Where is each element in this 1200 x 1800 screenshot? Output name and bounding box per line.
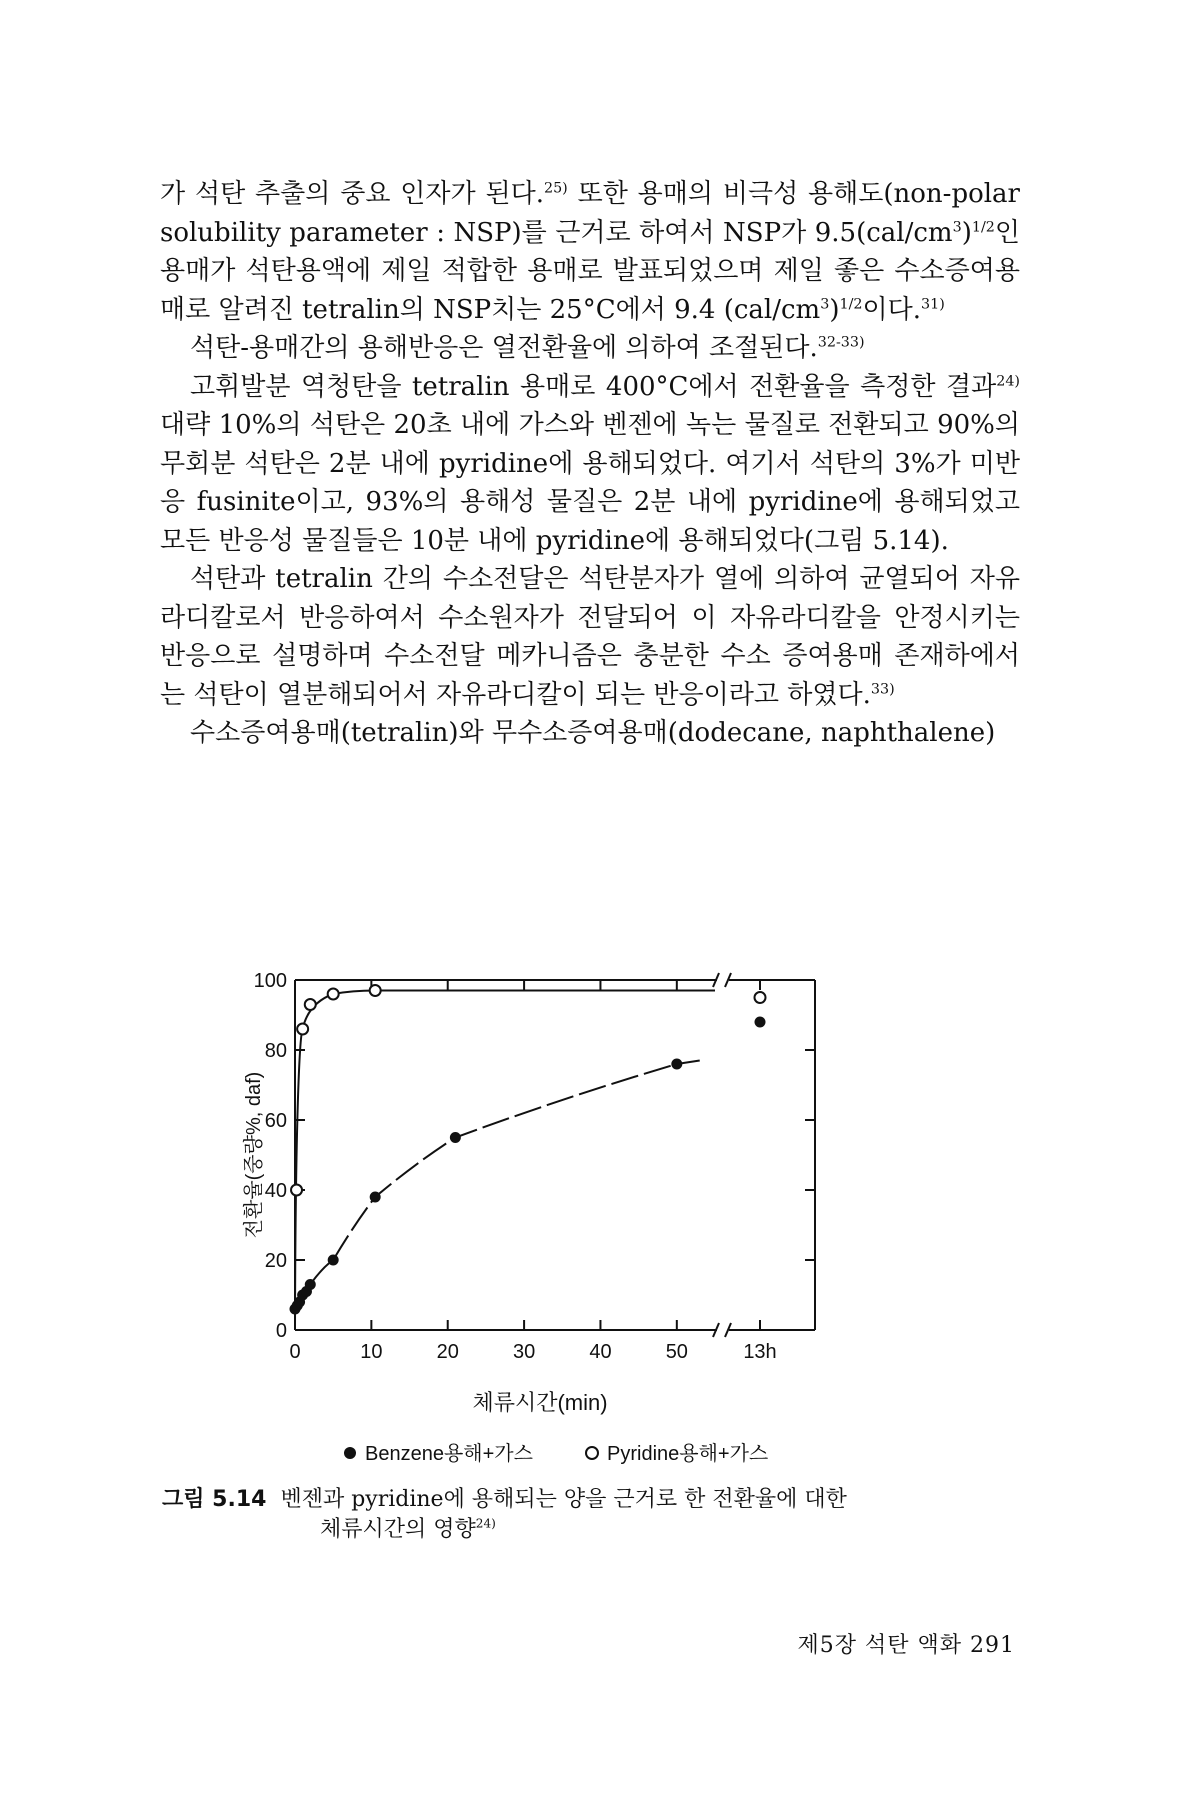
text-run: 또한 용매의 비극성 용해도(non-polar solubility parameter : NSP)를 근거로 하여서 NSP가 9.5(cal/cm bbox=[160, 179, 1020, 248]
pyridine-point bbox=[328, 989, 339, 1000]
exponent: 1/2 bbox=[839, 295, 863, 312]
y-axis-label: 전환율(중량%, daf) bbox=[243, 1071, 265, 1239]
paragraph-3 bbox=[160, 368, 1020, 561]
text-run: ) bbox=[829, 294, 840, 325]
chart-frame bbox=[295, 973, 815, 1337]
text-run: 가 석탄 추출의 중요 인자가 된다. bbox=[160, 179, 544, 209]
benzene-point bbox=[450, 1132, 461, 1143]
benzene-curve bbox=[295, 1061, 700, 1310]
text-run: 인 용매가 석탄용액에 제일 적합한 용매로 발표되었으며 제일 좋은 수소증여용매로 알려진 tetralin의 NSP치는 25°C에서 9.4 (cal/cm bbox=[160, 217, 1020, 325]
benzene-point bbox=[328, 1255, 339, 1266]
benzene-point bbox=[671, 1059, 682, 1070]
text-run: 석탄-용매간의 용해반응은 열전환율에 의하여 조절된다. bbox=[190, 333, 818, 363]
caption-label: 그림 5.14 bbox=[162, 1487, 267, 1512]
benzene-point bbox=[370, 1192, 381, 1203]
x-tick-label-10: 10 bbox=[360, 1341, 383, 1363]
page-footer: 제5장 석탄 액화 291 bbox=[797, 1633, 1015, 1658]
legend-pyridine-marker bbox=[586, 1447, 598, 1459]
chart-lines bbox=[295, 991, 715, 1331]
pyridine-point-13h bbox=[755, 992, 766, 1003]
text-run: ) bbox=[961, 217, 972, 248]
caption-line-1: 벤젠과 pyridine에 용해되는 양을 근거로 한 전환율에 대한 bbox=[280, 1487, 847, 1512]
x-tick-label-30: 30 bbox=[512, 1341, 536, 1363]
y-tick-label-100: 100 bbox=[253, 970, 287, 992]
paragraph-1 bbox=[160, 175, 1020, 329]
benzene-point-13h bbox=[755, 1017, 766, 1028]
chart-points bbox=[290, 985, 766, 1315]
text-run: 수소증여용매(tetralin)와 무수소증여용매(dodecane, naphthalene) bbox=[190, 718, 996, 748]
body-text bbox=[160, 175, 1020, 753]
reference-mark: 24) bbox=[996, 372, 1020, 389]
x-axis-label: 체류시간(min) bbox=[472, 1390, 608, 1415]
reference-mark: 33) bbox=[870, 680, 895, 697]
legend-benzene-label: Benzene용해+가스 bbox=[365, 1443, 533, 1465]
y-tick-label-40: 40 bbox=[264, 1180, 287, 1202]
reference-mark: 31) bbox=[921, 295, 945, 312]
x-tick-label-20: 20 bbox=[436, 1341, 459, 1363]
pyridine-point bbox=[297, 1024, 308, 1035]
x-tick-label-40: 40 bbox=[589, 1341, 612, 1363]
legend bbox=[344, 1442, 768, 1465]
chart-labels bbox=[254, 970, 777, 1363]
text-run: 이다. bbox=[862, 294, 921, 325]
conversion-chart bbox=[240, 960, 980, 1470]
benzene-point bbox=[305, 1279, 316, 1290]
caption-ref: 24) bbox=[475, 1516, 496, 1531]
exponent: 3 bbox=[952, 218, 962, 235]
x-tick-label-13h: 13h bbox=[743, 1341, 777, 1363]
x-tick-label-50: 50 bbox=[665, 1341, 688, 1363]
y-tick-label-60: 60 bbox=[264, 1110, 287, 1132]
y-tick-label-0: 0 bbox=[275, 1320, 287, 1342]
reference-mark: 32-33) bbox=[817, 334, 865, 351]
legend-benzene-marker bbox=[344, 1447, 356, 1459]
chart-ticks bbox=[295, 980, 815, 1330]
caption-line-2-wrap bbox=[162, 1515, 1022, 1545]
y-tick-label-20: 20 bbox=[264, 1250, 287, 1272]
text-run: 대략 10%의 석탄은 20초 내에 가스와 벤젠에 녹는 물질로 전환되고 90%의 무회분 석탄은 2분 내에 pyridine에 용해되었다. 여기서 석탄의 3%가 미반응 fusinite이고, 93%의 용해성 물질은 2분 내에 pyridine에 용해되었고 모든 반응성 물질들은 10분 내에 pyridine에 용해되었다(그림 5.14). bbox=[160, 410, 1020, 556]
caption-line-2: 체류시간의 영향 bbox=[320, 1517, 476, 1542]
reference-mark: 25) bbox=[543, 180, 568, 197]
exponent: 3 bbox=[820, 295, 830, 312]
text-run: 석탄과 tetralin 간의 수소전달은 석탄분자가 열에 의하여 균열되어 자유라디칼로서 반응하여서 수소원자가 전달되어 이 자유라디칼을 안정시키는 반응으로 설명하며 수소전달 메카니즘은 충분한 수소 증여용매 존재하에서는 석탄이 열분해되어서 자유라디칼이 되는 반응이라고 하였다. bbox=[160, 564, 1020, 710]
paragraph-5 bbox=[160, 714, 1020, 753]
text-run: 고휘발분 역청탄을 tetralin 용매로 400°C에서 전환율을 측정한 결과 bbox=[190, 371, 997, 402]
paragraph-2 bbox=[160, 329, 1020, 368]
exponent: 1/2 bbox=[971, 218, 995, 235]
x-tick-label-0: 0 bbox=[289, 1341, 301, 1363]
y-tick-label-80: 80 bbox=[264, 1040, 287, 1062]
pyridine-point bbox=[291, 1185, 302, 1196]
figure-caption bbox=[162, 1485, 1022, 1545]
legend-pyridine-label: Pyridine용해+가스 bbox=[607, 1443, 769, 1465]
pyridine-point bbox=[305, 999, 316, 1010]
pyridine-curve bbox=[295, 991, 715, 1331]
pyridine-point bbox=[370, 985, 381, 996]
paragraph-4 bbox=[160, 560, 1020, 714]
